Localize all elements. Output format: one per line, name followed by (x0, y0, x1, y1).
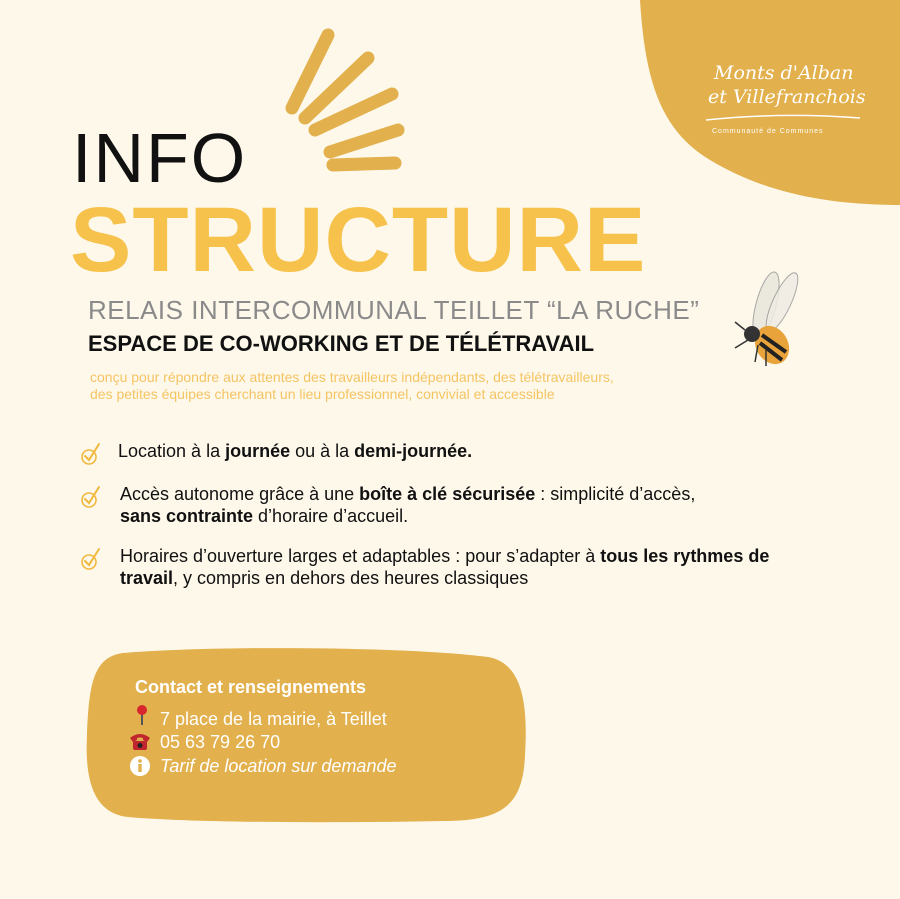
bullet-text-2: Accès autonome grâce à une boîte à clé sécurisée : simplicité d’accès, sans contrainte d’horaire d’accueil. (120, 484, 696, 526)
bullet-item-1 (80, 440, 820, 470)
relais-heading: RELAIS INTERCOMMUNAL TEILLET “LA RUCHE” (88, 295, 700, 325)
map-pin-icon (128, 704, 152, 726)
contact-title: Contact et renseignements (135, 677, 367, 697)
contact-address: 7 place de la mairie, à Teillet (160, 709, 387, 729)
description (90, 369, 740, 403)
logo-subtitle: Communauté de Communes (712, 128, 824, 135)
description-line2: des petites équipes cherchant un lieu professionnel, convivial et accessible (90, 386, 555, 402)
info-icon (128, 755, 152, 777)
logo-text-line2: et Villefranchois (708, 86, 866, 108)
check-icon (80, 442, 102, 466)
description-line1: conçu pour répondre aux attentes des travailleurs indépendants, des télétravailleurs, (90, 369, 614, 385)
title-structure: STRUCTURE (70, 189, 647, 291)
logo-text-line1: Monts d'Alban (714, 62, 854, 84)
contact-tarif: Tarif de location sur demande (160, 756, 397, 776)
bullet-text-3: Horaires d’ouverture larges et adaptables : pour s’adapter à tous les rythmes de travail, y compris en dehors des heures classiques (120, 546, 770, 588)
check-icon (80, 547, 102, 571)
espace-heading: ESPACE DE CO-WORKING ET DE TÉLÉTRAVAIL (88, 331, 595, 356)
bee-icon (735, 269, 804, 370)
bullet-item-2 (80, 483, 820, 533)
contact-phone: 05 63 79 26 70 (160, 732, 281, 752)
sun-rays-icon (292, 35, 398, 165)
check-icon (80, 485, 102, 509)
telephone-icon (128, 730, 152, 752)
title-info: INFO (72, 119, 248, 197)
bullet-item-3 (80, 545, 820, 595)
bullet-text-1: Location à la journée ou à la demi-journée. (118, 441, 473, 461)
